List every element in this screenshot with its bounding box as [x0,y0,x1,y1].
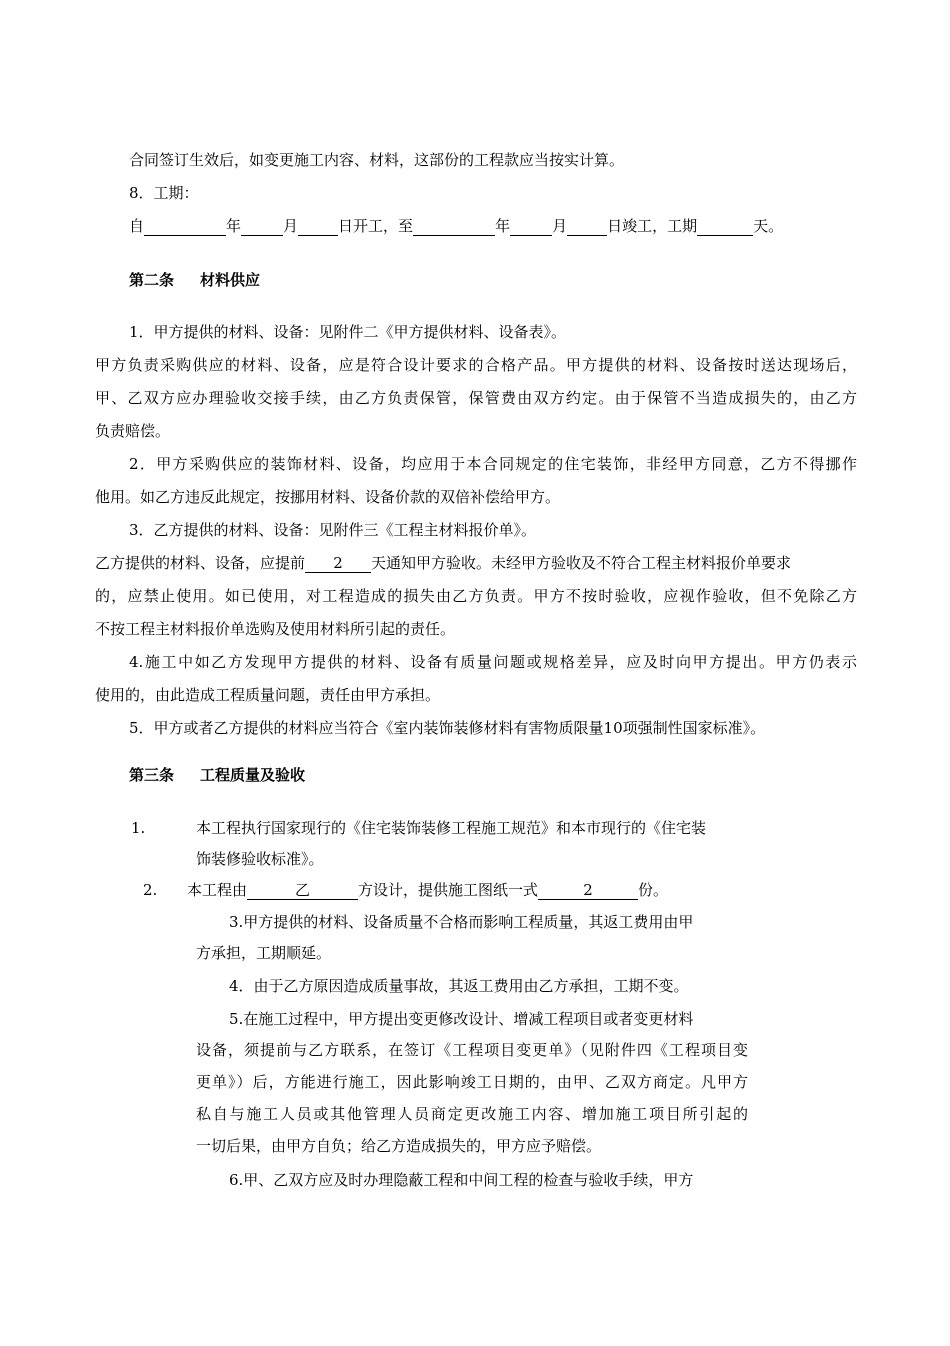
paragraph-line: 甲方负责采购供应的材料、设备，应是符合设计要求的合格产品。甲方提供的材料、设备按时送达现场后， [95,356,857,374]
article-3-heading [129,765,305,785]
text-fragment: 年 [495,217,511,235]
paragraph-line: 本工程执行国家现行的《住宅装饰装修工程施工规范》和本市现行的《住宅装 [196,819,707,837]
construction-period-line [129,216,783,236]
text-fragment: 份。 [638,881,669,899]
text-fragment: 乙方提供的材料、设备，应提前 [95,554,306,572]
paragraph-line: 更单》）后，方能进行施工，因此影响竣工日期的，由甲、乙双方商定。凡甲方 [196,1073,748,1091]
start-month-blank[interactable] [241,217,283,236]
paragraph-line: 设备，须提前与乙方联系，在签订《工程项目变更单》（见附件四《工程项目变 [196,1041,748,1059]
paragraph-line: 5.在施工过程中，甲方提出变更修改设计、增减工程项目或者变更材料 [229,1010,694,1028]
item-number: 1. [131,819,146,837]
text-fragment: 日开工，至 [338,217,414,235]
item-8-label: 8．工期： [129,184,199,202]
notice-line [95,553,791,573]
article-2-heading [129,270,260,290]
text-fragment: 年 [226,217,242,235]
start-year-blank[interactable] [144,217,226,236]
paragraph-line: 合同签订生效后，如变更施工内容、材料，这部份的工程款应当按实计算。 [129,151,625,169]
paragraph-line: 饰装修验收标准》。 [196,850,324,868]
paragraph-line: 6.甲、乙双方应及时办理隐蔽工程和中间工程的检查与验收手续，甲方 [229,1171,694,1189]
paragraph-line: 2．甲方采购供应的装饰材料、设备，均应用于本合同规定的住宅装饰，非经甲方同意，乙方不得挪作 [129,455,857,473]
paragraph-line: 3.甲方提供的材料、设备质量不合格而影响工程质量，其返工费用由甲 [229,913,694,931]
designer-blank[interactable]: 乙 [247,881,358,900]
end-day-blank[interactable] [567,217,607,236]
paragraph-line: 使用的，由此造成工程质量问题，责任由甲方承担。 [95,686,441,704]
text-fragment: 月 [552,217,568,235]
paragraph-line: 5．甲方或者乙方提供的材料应当符合《室内装饰装修材料有害物质限量10项强制性国家标准》。 [129,719,766,737]
paragraph-line: 3．乙方提供的材料、设备：见附件三《工程主材料报价单》。 [129,521,537,539]
paragraph-line: 一切后果，由甲方自负；给乙方造成损失的，甲方应予赔偿。 [196,1137,602,1155]
paragraph-line: 他用。如乙方违反此规定，按挪用材料、设备价款的双倍补偿给甲方。 [95,488,561,506]
paragraph-line: 不按工程主材料报价单选购及使用材料所引起的责任。 [95,620,456,638]
end-month-blank[interactable] [510,217,552,236]
start-day-blank[interactable] [298,217,338,236]
paragraph-line: 私自与施工人员或其他管理人员商定更改施工内容、增加施工项目所引起的 [196,1105,748,1123]
paragraph-line: 4．由于乙方原因造成质量事故，其返工费用由乙方承担，工期不变。 [229,977,689,995]
article-number: 第二条 [129,271,175,289]
paragraph-line: 4.施工中如乙方发现甲方提供的材料、设备有质量问题或规格差异，应及时向甲方提出。甲方仍表示 [129,653,857,671]
article-title: 工程质量及验收 [200,766,306,784]
text-fragment: 本工程由 [187,881,248,899]
text-fragment: 方设计，提供施工图纸一式 [358,881,539,899]
copies-blank[interactable]: 2 [538,881,638,900]
item-number: 2. [143,881,158,899]
paragraph-line: 1．甲方提供的材料、设备：见附件二《甲方提供材料、设备表》。 [129,323,567,341]
article-title: 材料供应 [200,271,261,289]
paragraph-line: 的，应禁止使用。如已使用，对工程造成的损失由乙方负责。甲方不按时验收，应视作验收，但不免除乙方 [95,587,857,605]
design-line [187,880,668,900]
paragraph-line: 甲、乙双方应办理验收交接手续，由乙方负责保管，保管费由双方约定。由于保管不当造成损失的，由乙方 [95,389,857,407]
notice-days-blank[interactable]: 2 [305,554,371,573]
text-fragment: 自 [129,217,145,235]
text-fragment: 日竣工，工期 [607,217,698,235]
end-year-blank[interactable] [413,217,495,236]
article-number: 第三条 [129,766,175,784]
paragraph-line: 负责赔偿。 [95,422,171,440]
text-fragment: 天。 [753,217,784,235]
text-fragment: 天通知甲方验收。未经甲方验收及不符合工程主材料报价单要求 [371,554,792,572]
paragraph-line: 方承担，工期顺延。 [196,944,332,962]
duration-days-blank[interactable] [697,217,753,236]
text-fragment: 月 [283,217,299,235]
